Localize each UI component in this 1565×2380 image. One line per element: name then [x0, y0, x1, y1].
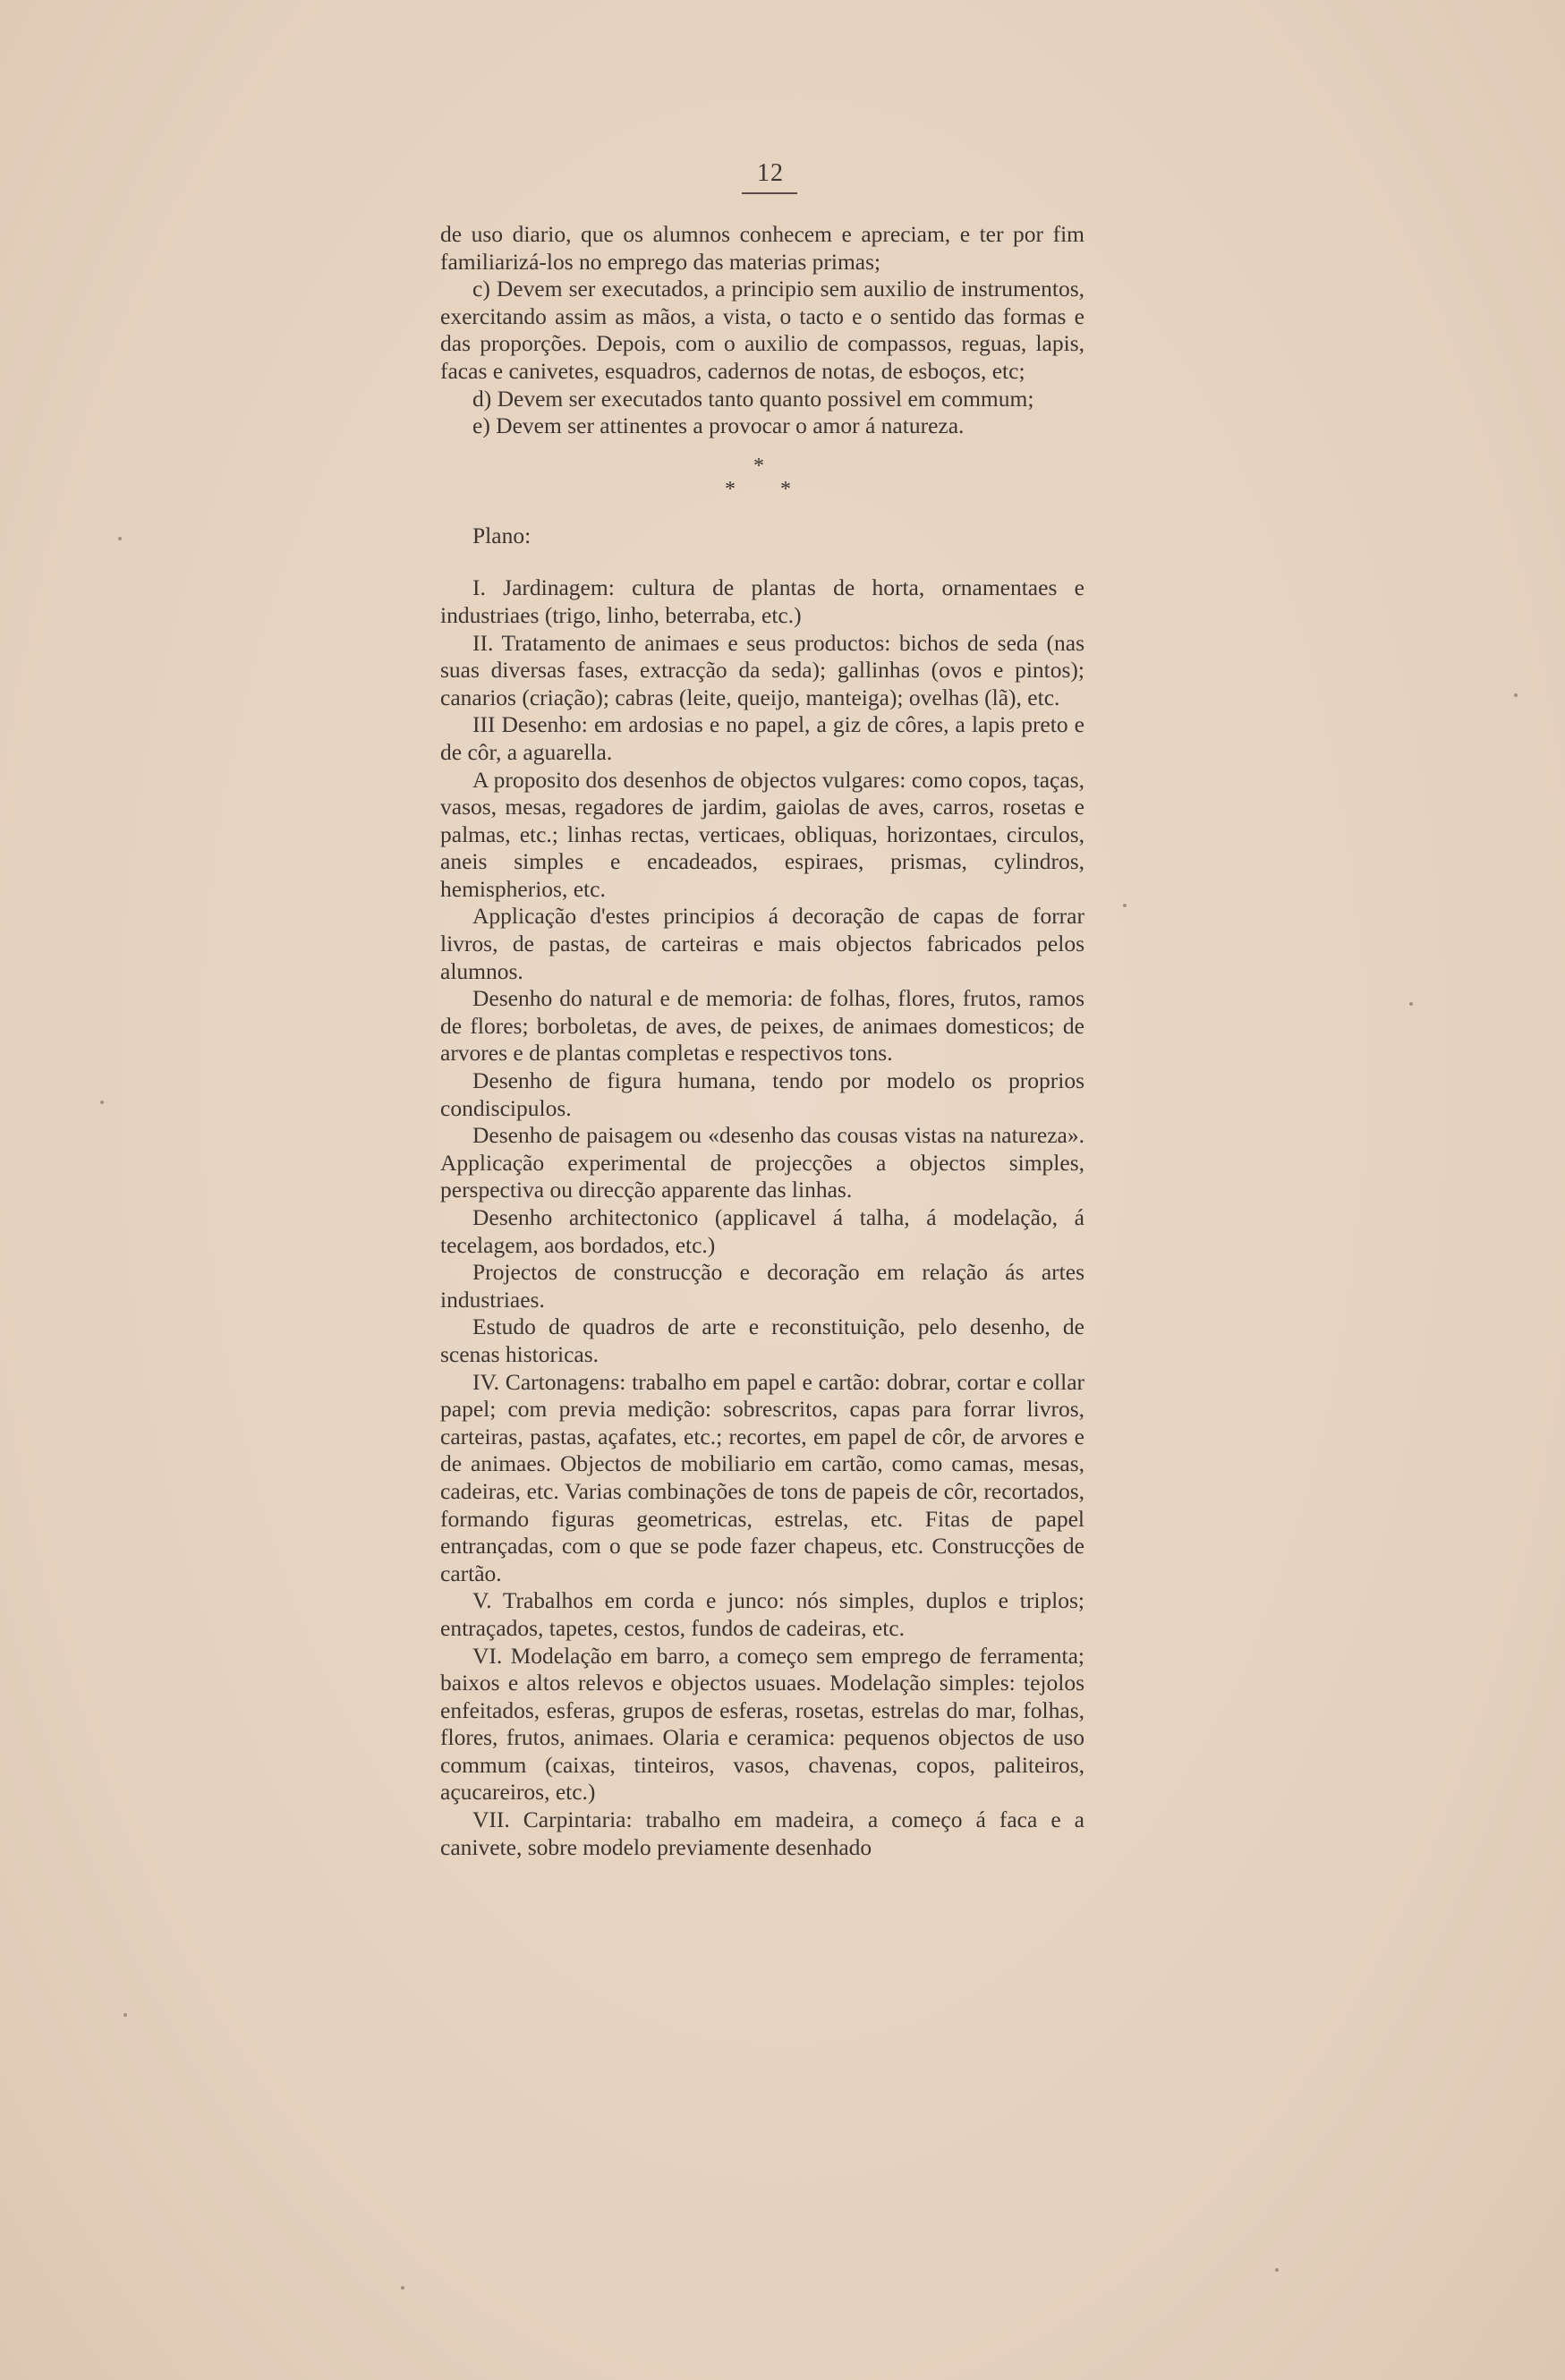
paper-speck: [1275, 2268, 1279, 2272]
paragraph-architectonico: Desenho architectonico (applicavel á talha, á modelação, á tecelagem, aos bordados, etc.): [440, 1204, 1084, 1258]
asterisk-right: *: [780, 477, 791, 501]
paragraph-paisagem: Desenho de paisagem ou «desenho das cousas vistas na natureza». Applicação experimental de projecções a objectos simples, perspectiva ou direcção apparente das linhas.: [440, 1122, 1084, 1203]
page-number: 12: [757, 159, 784, 187]
page-number-rule: [742, 192, 797, 194]
section-desenho: III Desenho: em ardosias e no papel, a giz de côres, a lapis preto e de côr, a aguarella.: [440, 711, 1084, 765]
paper-speck: [401, 2286, 404, 2290]
body-text: [440, 221, 1084, 1861]
asterisk-left: *: [725, 477, 736, 501]
paragraph-projectos: Projectos de construcção e decoração em relação ás artes industriaes.: [440, 1259, 1084, 1313]
paragraph-desenho-natural: Desenho do natural e de memoria: de folhas, flores, frutos, ramos de flores; borboletas, de aves, de peixes, de animaes domesticos; de arvores e de plantas completas e respectivos tons.: [440, 985, 1084, 1067]
section-corda-junco: V. Trabalhos em corda e junco: nós simples, duplos e triplos; entraçados, tapetes, cestos, fundos de cadeiras, etc.: [440, 1587, 1084, 1641]
paragraph-quadros-de-arte: Estudo de quadros de arte e reconstituição, pelo desenho, de scenas historicas.: [440, 1313, 1084, 1367]
asterisk-top: *: [753, 454, 764, 478]
paper-speck: [1514, 693, 1518, 697]
paper-speck: [118, 537, 122, 540]
paragraph-d: d) Devem ser executados tanto quanto possivel em commum;: [472, 385, 1034, 412]
spacer: [440, 549, 1084, 574]
paper-speck: [1409, 1002, 1413, 1006]
paper-speck: [100, 1101, 104, 1104]
section-animaes: II. Tratamento de animaes e seus productos: bichos de seda (nas suas diversas fases, extracção da seda); gallinhas (ovos e pintos); canarios (criação); cabras (leite, queijo, manteiga); ovelhas (lã), etc.: [440, 629, 1084, 710]
section-jardinagem: I. Jardinagem: cultura de plantas de horta, ornamentaes e industriaes (trigo, linho, beterraba, etc.): [440, 574, 1084, 628]
asterism-ornament: [440, 453, 1084, 515]
section-modelacao: VI. Modelação em barro, a começo sem emprego de ferramenta; baixos e altos relevos e objectos usuaes. Modelação simples: tejolos enfeitados, esferas, grupos de esferas, rosetas, estrelas do mar, folhas, flores, frutos, animaes. Olaria e ceramica: pequenos objectos de uso commum (caixas, tinteiros, vasos, chavenas, copos, paliteiros, açucareiros, etc.): [440, 1642, 1084, 1806]
paragraph-c: c) Devem ser executados, a principio sem auxilio de instrumentos, exercitando assim as mãos, a vista, o tacto e o sentido das formas e das proporções. Depois, com o auxilio de compassos, reguas, lapis, facas e canivetes, esquadros, cadernos de notas, de esboços, etc;: [440, 276, 1084, 384]
paragraph-continuation: de uso diario, que os alumnos conhecem e apreciam, e ter por fim familiarizá-los no emprego das materias primas;: [440, 221, 1084, 275]
section-carpintaria: VII. Carpintaria: trabalho em madeira, a começo á faca e a canivete, sobre modelo previamente desenhado: [440, 1806, 1084, 1860]
paper-speck: [123, 2013, 127, 2017]
paper-speck: [1123, 904, 1127, 907]
paragraph-figura-humana: Desenho de figura humana, tendo por modelo os proprios condiscipulos.: [440, 1067, 1084, 1121]
paragraph-objectos-vulgares: A proposito dos desenhos de objectos vulgares: como copos, taças, vasos, mesas, regadores de jardim, gaiolas de aves, carros, rosetas e palmas, etc.; linhas rectas, verticaes, obliquas, horizontaes, circulos, aneis simples e encadeados, espiraes, prismas, cylindros, hemispherios, etc.: [440, 766, 1084, 902]
paragraph-decoracao: Applicação d'estes principios á decoração de capas de forrar livros, de pastas, de carteiras e mais objectos fabricados pelos alumnos.: [440, 903, 1084, 984]
plano-heading: Plano:: [472, 522, 532, 548]
paragraph-e: e) Devem ser attinentes a provocar o amor á natureza.: [472, 412, 965, 439]
section-cartonagens: IV. Cartonagens: trabalho em papel e cartão: dobrar, cortar e collar papel; com previa medição: sobrescritos, capas para forrar livros, carteiras, pastas, açafates, etc.; recortes, em papel de côr, de arvores e de animaes. Objectos de mobiliario em cartão, como camas, mesas, cadeiras, etc. Varias combinações de tons de papeis de côr, recortados, formando figuras geometricas, estrelas, etc. Fitas de papel entrançadas, com o que se pode fazer chapeus, etc. Construcções de cartão.: [440, 1368, 1084, 1586]
